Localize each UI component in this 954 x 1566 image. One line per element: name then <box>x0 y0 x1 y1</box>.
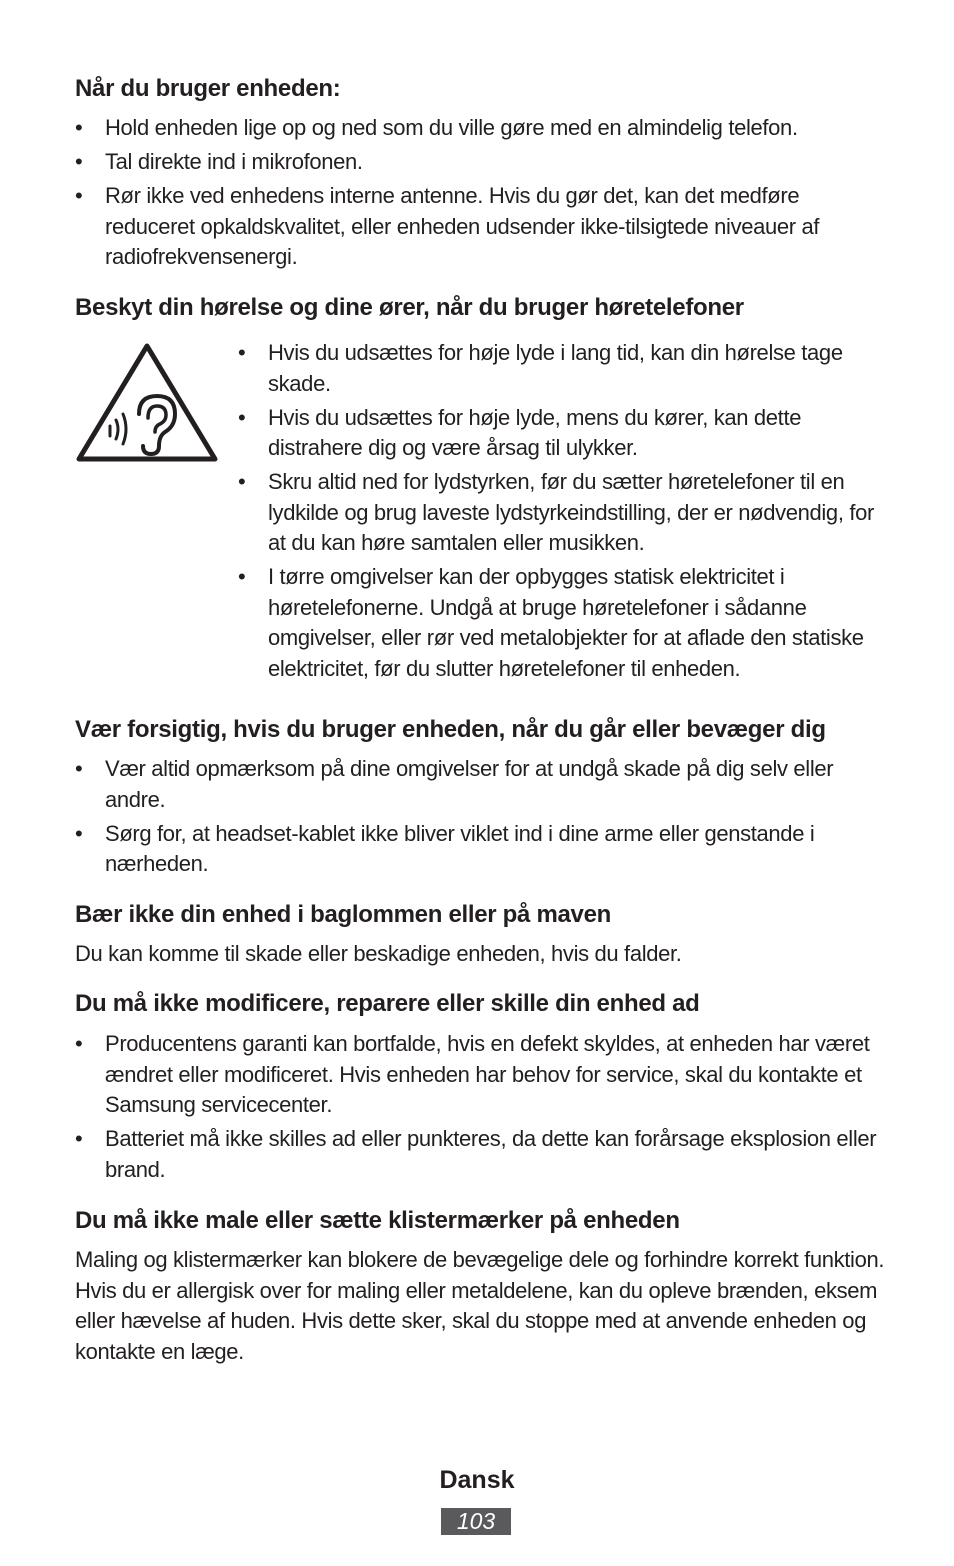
section-heading: Beskyt din hørelse og dine ører, når du bruger høretelefoner <box>75 294 744 321</box>
bullet-list <box>75 1029 885 1189</box>
page-number: 103 <box>441 1508 511 1535</box>
list-item: • Hold enheden lige op og ned som du ville gøre med en almindelig telefon. <box>75 113 885 144</box>
section-heading: Bær ikke din enhed i baglommen eller på maven <box>75 901 612 928</box>
list-item: • Producentens garanti kan bortfalde, hvis en defekt skyldes, at enheden har været ændret eller modificeret. Hvis enheden har behov for service, skal du kontakte et Samsung servicecenter. <box>75 1031 870 1117</box>
bullet-dot: • <box>238 404 246 430</box>
list-item: • Rør ikke ved enhedens interne antenne. Hvis du gør det, kan det medføre reduceret opkaldskvalitet, eller enheden udsender ikke-tilsigtede niveauer af radiofrekvensenergi. <box>75 183 820 269</box>
list-item: • I tørre omgivelser kan der opbygges statisk elektricitet i høretelefonerne. Undgå at bruge høretelefoner i sådanne omgivelser, eller rør ved metalobjekter for at aflade den statiske elektricitet, før du slutter høretelefoner til enheden. <box>238 564 864 681</box>
list-item: • Hvis du udsættes for høje lyde, mens du kører, kan dette distrahere dig og være årsag til ulykker. <box>238 404 802 460</box>
bullet-list <box>75 113 885 276</box>
bullet-dot: • <box>75 756 83 781</box>
bullet-dot: • <box>238 564 246 589</box>
hearing-warning-icon <box>75 340 220 465</box>
list-item: • Hvis du udsættes for høje lyde i lang tid, kan din hørelse tage skade. <box>238 340 843 396</box>
section-text: Du kan komme til skade eller beskadige enheden, hvis du falder. <box>75 941 682 966</box>
list-item: • Tal direkte ind i mikrofonen. <box>75 147 885 178</box>
bullet-dot: • <box>75 1126 83 1151</box>
list-item: • Skru altid ned for lydstyrken, før du sætter høretelefoner til en lydkilde og brug laveste lydstyrkeindstilling, der er nødvendig, for at du kan høre samtalen eller musikken. <box>238 469 874 555</box>
bullet-list <box>238 338 888 688</box>
list-item: • Vær altid opmærksom på dine omgivelser for at undgå skade på dig selv eller andre. <box>75 756 834 812</box>
bullet-dot: • <box>75 1031 83 1056</box>
footer-language: Dansk <box>439 1466 515 1494</box>
bullet-list <box>75 754 885 883</box>
section-heading: Du må ikke modificere, reparere eller skille din enhed ad <box>75 990 700 1017</box>
bullet-dot: • <box>75 149 83 174</box>
section-heading: Når du bruger enheden: <box>75 75 341 102</box>
section-heading: Du må ikke male eller sætte klistermærker på enheden <box>75 1207 680 1234</box>
bullet-dot: • <box>75 115 83 140</box>
bullet-dot: • <box>75 183 83 208</box>
list-item: • Batteriet må ikke skilles ad eller punkteres, da dette kan forårsage eksplosion eller brand. <box>75 1126 877 1182</box>
section-heading: Vær forsigtig, hvis du bruger enheden, når du går eller bevæger dig <box>75 716 826 743</box>
bullet-dot: • <box>238 469 246 494</box>
bullet-dot: • <box>238 340 246 365</box>
list-item: • Sørg for, at headset-kablet ikke bliver viklet ind i dine arme eller genstande i nærheden. <box>75 820 815 876</box>
section-text: Maling og klistermærker kan blokere de bevægelige dele og forhindre korrekt funktion. Hvis du er allergisk over for maling eller metaldelene, kan du opleve brænden, eksem eller hævelse af huden. Hvis dette sker, skal du stoppe med at anvende enheden og kontakte en læge. <box>75 1247 885 1364</box>
bullet-dot: • <box>75 820 83 846</box>
